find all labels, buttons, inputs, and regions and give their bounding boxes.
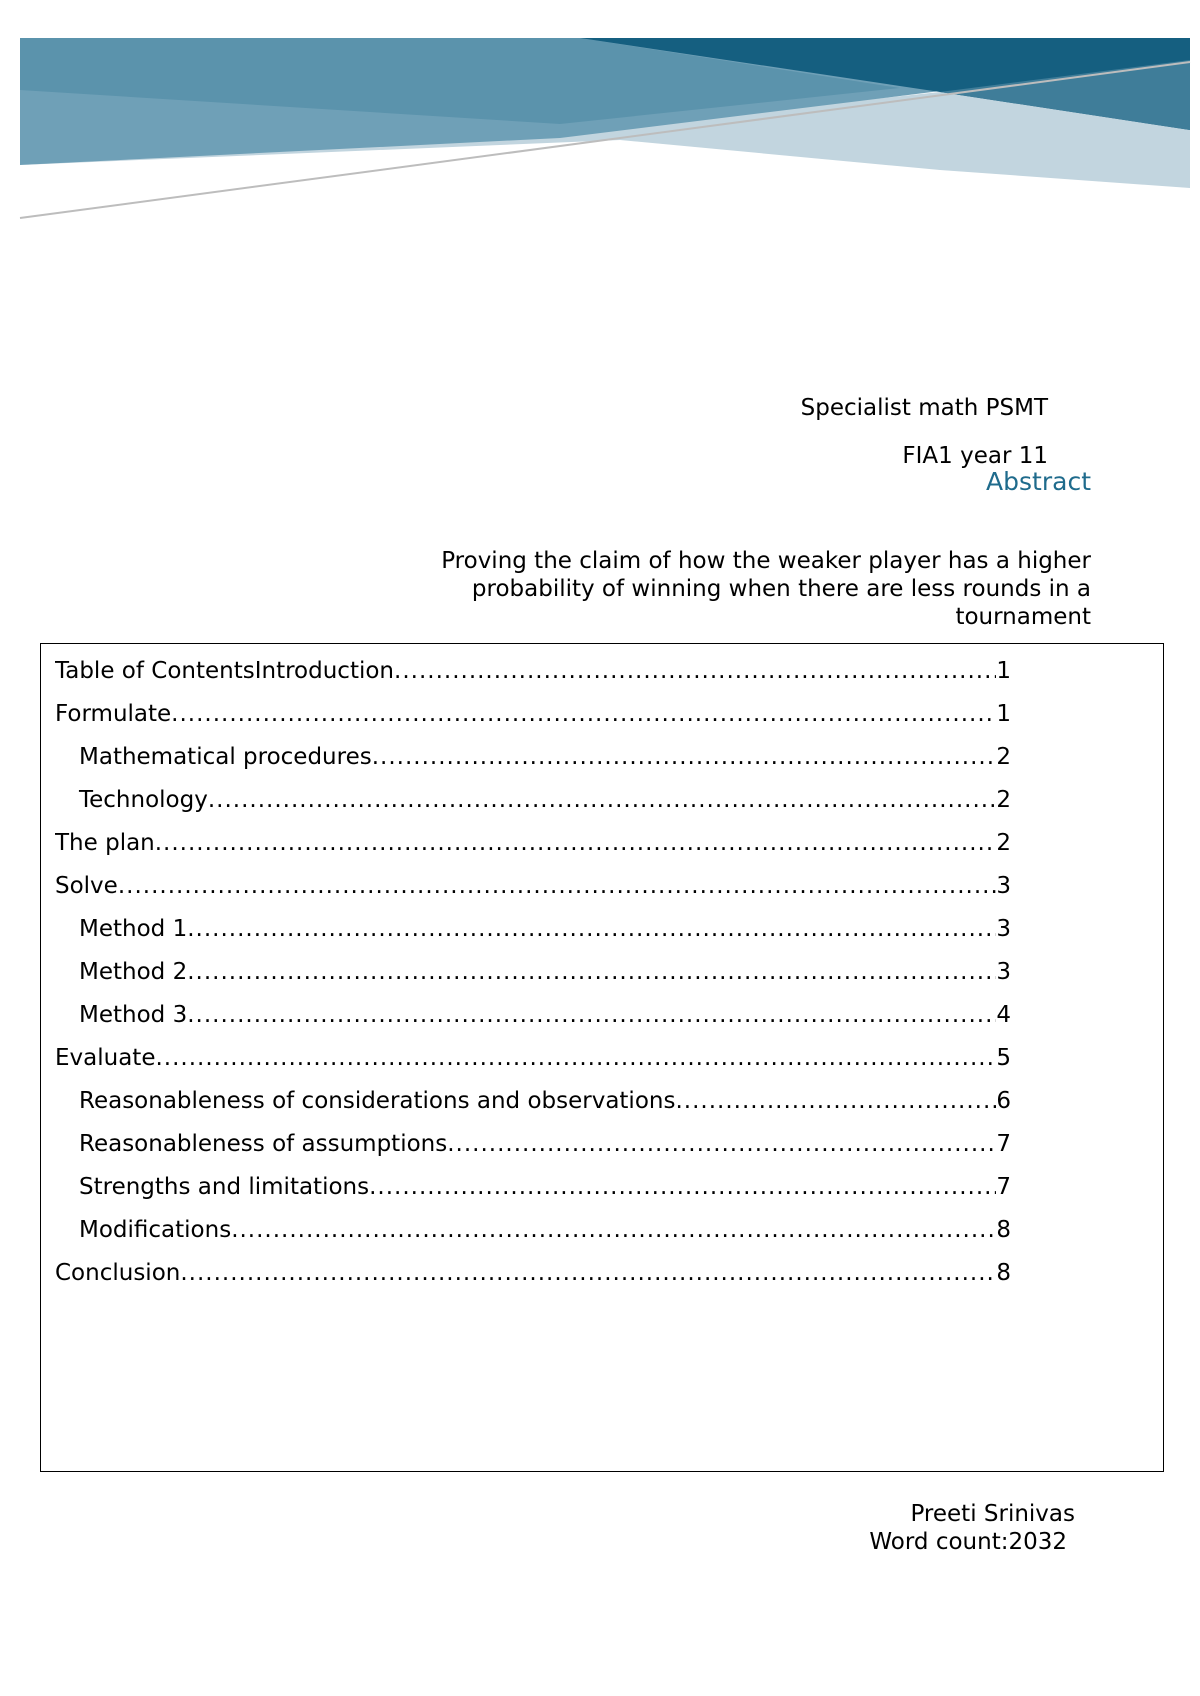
toc-entry[interactable]: [55, 650, 1011, 693]
abstract-body: Proving the claim of how the weaker player has a higher probability of winning when there are less rounds in a tournament: [441, 548, 1091, 630]
toc-entry-label: Evaluate: [55, 1045, 156, 1071]
toc-entry-label: Conclusion: [55, 1260, 181, 1286]
toc-entry[interactable]: [55, 1037, 1011, 1080]
toc-entry-label: Modifications: [79, 1217, 232, 1243]
assessment-title: FIA1 year 11: [902, 443, 1048, 469]
toc-entry[interactable]: [55, 1209, 1011, 1252]
toc-entry-label: Reasonableness of assumptions: [79, 1131, 448, 1157]
toc-entry-page-number: 8: [996, 1260, 1011, 1286]
toc-entry-label: Method 1: [79, 916, 188, 942]
toc-entry-page-number: 2: [996, 744, 1011, 770]
toc-entry-page-number: 3: [996, 916, 1011, 942]
toc-entry[interactable]: [55, 994, 1011, 1037]
toc-entry[interactable]: [55, 1080, 1011, 1123]
toc-entry-label: Mathematical procedures: [79, 744, 372, 770]
toc-entry[interactable]: [55, 1252, 1011, 1295]
toc-dot-leader: [155, 822, 997, 865]
toc-entry-page-number: 3: [996, 873, 1011, 899]
toc-dot-leader: [187, 994, 996, 1037]
toc-dot-leader: [208, 779, 997, 822]
toc-entry-page-number: 2: [996, 830, 1011, 856]
toc-entry-page-number: 4: [996, 1002, 1011, 1028]
toc-entry[interactable]: [55, 1166, 1011, 1209]
abstract-heading: Abstract: [986, 467, 1091, 496]
toc-entry-label: Technology: [79, 787, 208, 813]
subject-title: Specialist math PSMT: [800, 395, 1048, 421]
toc-entry-label: Method 3: [79, 1002, 188, 1028]
toc-entry[interactable]: [55, 736, 1011, 779]
toc-entry-page-number: 3: [996, 959, 1011, 985]
toc-entry-page-number: 5: [996, 1045, 1011, 1071]
toc-dot-leader: [171, 693, 996, 736]
toc-dot-leader: [180, 1252, 996, 1295]
toc-entry-page-number: 7: [996, 1131, 1011, 1157]
toc-entry-label: Solve: [55, 873, 118, 899]
toc-dot-leader: [447, 1123, 996, 1166]
author-name: Preeti Srinivas: [910, 1501, 1075, 1527]
toc-entry-page-number: 2: [996, 787, 1011, 813]
toc-entry-label: Formulate: [55, 701, 172, 727]
toc-entry-page-number: 1: [996, 701, 1011, 727]
toc-entry-label: The plan: [55, 830, 155, 856]
toc-entry[interactable]: [55, 865, 1011, 908]
toc-entry-label: Reasonableness of considerations and observations: [79, 1088, 676, 1114]
toc-dot-leader: [118, 865, 997, 908]
toc-dot-leader: [187, 908, 996, 951]
toc-dot-leader: [372, 736, 997, 779]
toc-entry-label: Method 2: [79, 959, 188, 985]
toc-entry-label: Table of ContentsIntroduction: [55, 658, 395, 684]
author-block: [869, 1500, 1075, 1556]
toc-dot-leader: [187, 951, 996, 994]
toc-entry[interactable]: [55, 822, 1011, 865]
toc-dot-leader: [675, 1080, 996, 1123]
toc-list: [55, 650, 1011, 1295]
header-banner-graphic: [0, 0, 1200, 240]
toc-entry-page-number: 8: [996, 1217, 1011, 1243]
toc-entry[interactable]: [55, 908, 1011, 951]
toc-dot-leader: [369, 1166, 996, 1209]
toc-entry-label: Strengths and limitations: [79, 1174, 370, 1200]
toc-dot-leader: [394, 650, 996, 693]
word-count: Word count:2032: [869, 1529, 1067, 1555]
table-of-contents: [40, 643, 1164, 1472]
toc-entry[interactable]: [55, 1123, 1011, 1166]
toc-entry-page-number: 1: [996, 658, 1011, 684]
toc-entry-page-number: 7: [996, 1174, 1011, 1200]
toc-entry[interactable]: [55, 693, 1011, 736]
toc-entry[interactable]: [55, 779, 1011, 822]
toc-entry-page-number: 6: [996, 1088, 1011, 1114]
toc-entry[interactable]: [55, 951, 1011, 994]
toc-dot-leader: [231, 1209, 996, 1252]
toc-dot-leader: [155, 1037, 996, 1080]
